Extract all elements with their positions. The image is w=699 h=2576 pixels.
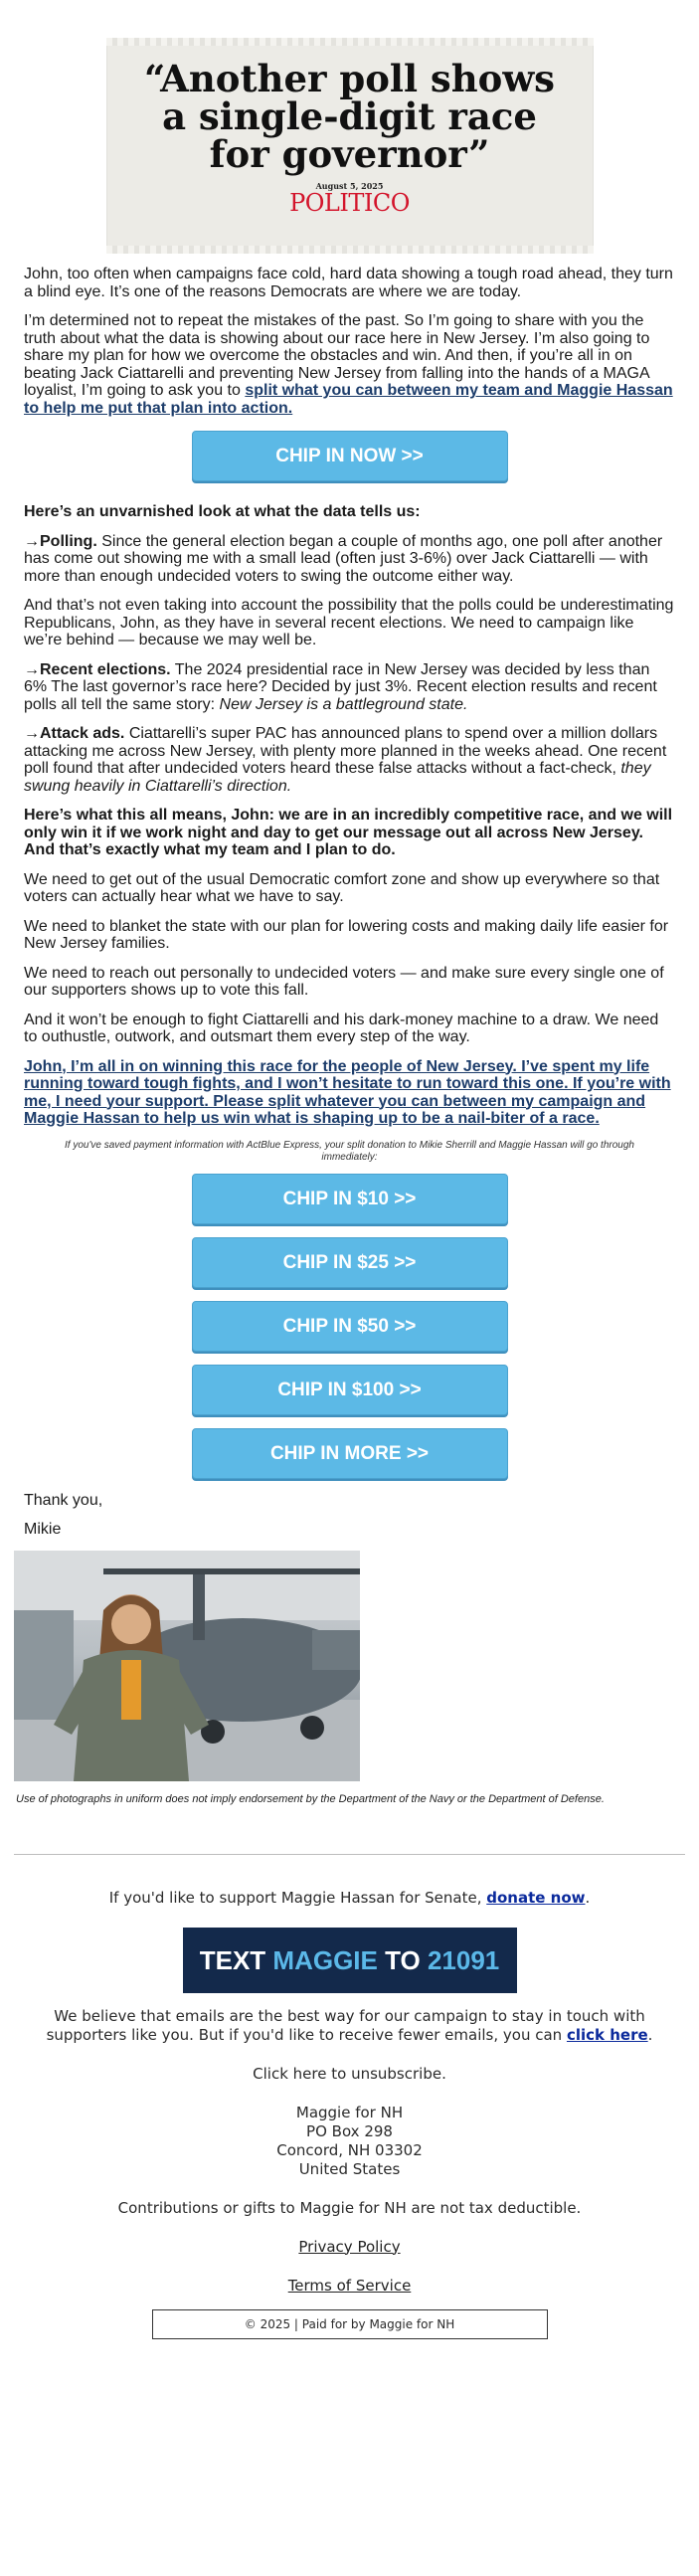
intro-paragraph-2 bbox=[24, 312, 675, 417]
fewer-emails-text: We believe that emails are the best way for our campaign to stay in touch with supporters like you. But if you'd like to receive fewer emails, you can bbox=[46, 2006, 645, 2044]
plan-paragraph-3: We need to reach out personally to undecided voters — and make sure every single one of our supporters shows up to vote this fall. bbox=[24, 964, 664, 999]
privacy-policy-link[interactable]: Privacy Policy bbox=[298, 2237, 401, 2256]
attack-ads-label: Attack ads. bbox=[40, 725, 125, 742]
signoff-thanks: Thank you, bbox=[24, 1491, 103, 1509]
photo-disclaimer: Use of photographs in uniform does not imply endorsement by the Department of the Navy or the Department of Defense. bbox=[16, 1792, 605, 1805]
attack-ads-paragraph bbox=[24, 725, 675, 795]
plan-paragraph-1: We need to get out of the usual Democratic comfort zone and show up everywhere so that voters can actually hear what we have to say. bbox=[24, 870, 660, 905]
paid-for-disclaimer: © 2025 | Paid for by Maggie for NH bbox=[152, 2309, 548, 2339]
politico-logo: POLITICO bbox=[289, 189, 410, 217]
hangar-photo-illustration bbox=[14, 1551, 360, 1781]
chip-in-now-button[interactable]: CHIP IN NOW >> bbox=[192, 431, 508, 481]
data-heading: Here’s an unvarnished look at what the data tells us: bbox=[24, 503, 421, 520]
plan-paragraph-4: And it won’t be enough to fight Ciattarelli and his dark-money machine to a draw. We need to outhustle, outwork, and outsmart them every step of the way. bbox=[24, 1011, 659, 1045]
terms-of-service-link[interactable]: Terms of Service bbox=[287, 2276, 412, 2295]
elections-text: The 2024 presidential race in New Jersey was decided by less than 6% The last governor’s race here? Decided by just 3%. Recent election results and recent polls all tell the same story: bbox=[24, 660, 657, 713]
chip-in-25-button[interactable]: CHIP IN $25 >> bbox=[192, 1237, 508, 1288]
plan-link-paragraph bbox=[24, 1058, 675, 1128]
split-donation-link[interactable]: split what you can between my team and Maggie Hassan to help me put that plan into action. bbox=[24, 382, 673, 417]
chip-in-100-button[interactable]: CHIP IN $100 >> bbox=[192, 1365, 508, 1415]
fewer-emails-line bbox=[14, 2007, 685, 2045]
text-maggie-banner[interactable] bbox=[183, 1928, 517, 1993]
text-word: TEXT bbox=[199, 1944, 273, 1975]
chip-in-10-button[interactable]: CHIP IN $10 >> bbox=[192, 1174, 508, 1224]
footer-divider bbox=[14, 1854, 685, 1855]
support-post: . bbox=[585, 1888, 591, 1907]
elections-label: Recent elections. bbox=[40, 660, 171, 678]
chip-in-50-button[interactable]: CHIP IN $50 >> bbox=[192, 1301, 508, 1352]
all-in-donate-link[interactable]: John, I’m all in on winning this race for the people of New Jersey. I’ve spent my life running toward tough fights, and I won’t hesitate to run toward this one. If you’re with me, I need your support. Please split whatever you can between my campaign and Maggie Hassan to help us win what is shaping up to be a nail-biter of a race. bbox=[24, 1057, 671, 1127]
polling-label: Polling. bbox=[40, 532, 97, 550]
polling-followup: And that’s not even taking into account the possibility that the polls could be underestimating Republicans, John, as they have in several recent elections. We need to campaign like we’re behind — because we may well be. bbox=[24, 597, 674, 648]
arrow-icon: → bbox=[24, 532, 40, 550]
terms-line bbox=[0, 2277, 699, 2296]
polling-paragraph bbox=[24, 533, 675, 586]
tax-notice: Contributions or gifts to Maggie for NH are not tax deductible. bbox=[117, 2198, 582, 2217]
chip-in-more-button[interactable]: CHIP IN MORE >> bbox=[192, 1428, 508, 1479]
signoff bbox=[0, 1492, 699, 1539]
support-text: If you'd like to support Maggie Hassan for Senate, bbox=[108, 1888, 487, 1907]
address-line-3: Concord, NH 03302 bbox=[276, 2140, 423, 2159]
polling-text: Since the general election began a couple of months ago, one poll after another has come out showing me with a small lead (often just 3-6%) over Jack Ciattarelli — with more than enough undecided voters to swing the outcome either way. bbox=[24, 532, 663, 585]
quote-banner[interactable] bbox=[106, 44, 594, 248]
text-number: 21091 bbox=[427, 1944, 500, 1975]
elections-italic: New Jersey is a battleground state. bbox=[219, 695, 468, 713]
plan-paragraph-2: We need to blanket the state with our plan for lowering costs and making daily life easier for New Jersey families. bbox=[24, 917, 669, 952]
text-to: TO bbox=[377, 1944, 428, 1975]
fewer-emails-post: . bbox=[647, 2025, 653, 2044]
support-line bbox=[0, 1889, 699, 1908]
email-body bbox=[0, 266, 699, 1128]
headline-quote: “Another poll shows a single-digit race for governor” bbox=[143, 57, 556, 176]
candidate-photo bbox=[14, 1551, 360, 1781]
arrow-icon: → bbox=[24, 660, 40, 678]
intro-paragraph-2-text: I’m determined not to repeat the mistakes of the past. So I’m going to share with you the truth about what the data is showing about our race here in New Jersey. I’m also going to share my plan for how we overcome the obstacles and win. And then, if you’re all in on beating Jack Ciattarelli and preventing New Jersey from falling into the hands of a MAGA loyalist, I’m going to ask you to bbox=[24, 312, 650, 399]
email-page bbox=[0, 44, 699, 2339]
plan-bold-paragraph: Here’s what this all means, John: we are in an incredibly competitive race, and we will only win it if we work night and day to get our message out all across New Jersey. And that’s exactly what my team and I plan to do. bbox=[24, 807, 673, 858]
arrow-icon: → bbox=[24, 725, 40, 742]
elections-paragraph bbox=[24, 661, 675, 714]
address-line-2: PO Box 298 bbox=[306, 2121, 393, 2140]
footer bbox=[0, 1889, 699, 2339]
mailing-address bbox=[0, 2104, 699, 2179]
donation-buttons bbox=[0, 1174, 699, 1479]
fewer-emails-link[interactable]: click here bbox=[566, 2025, 648, 2044]
privacy-policy-line bbox=[0, 2238, 699, 2257]
attack-ads-italic: they swung heavily in Ciattarelli’s direction. bbox=[24, 760, 651, 795]
unsubscribe-link[interactable]: Click here to unsubscribe. bbox=[253, 2064, 446, 2083]
attack-ads-text: Ciattarelli’s super PAC has announced plans to spend over a million dollars attacking me across New Jersey, with plenty more planned in the weeks ahead. One recent poll found that after undecided voters heard these false attacks without a fact-check, bbox=[24, 725, 667, 777]
text-keyword: MAGGIE bbox=[272, 1944, 378, 1975]
address-line-4: United States bbox=[298, 2159, 401, 2178]
quote-date: August 5, 2025 bbox=[315, 181, 384, 191]
address-line-1: Maggie for NH bbox=[295, 2103, 404, 2121]
actblue-express-note: If you've saved payment information with ActBlue Express, your split donation to Mikie Sherrill and Maggie Hassan will go through immediately: bbox=[65, 1139, 634, 1163]
signoff-name: Mikie bbox=[24, 1521, 62, 1538]
donate-now-link[interactable]: donate now bbox=[486, 1888, 586, 1907]
intro-paragraph-1: John, too often when campaigns face cold, hard data showing a tough road ahead, they turn a blind eye. It’s one of the reasons Democrats are where we are today. bbox=[24, 266, 673, 300]
